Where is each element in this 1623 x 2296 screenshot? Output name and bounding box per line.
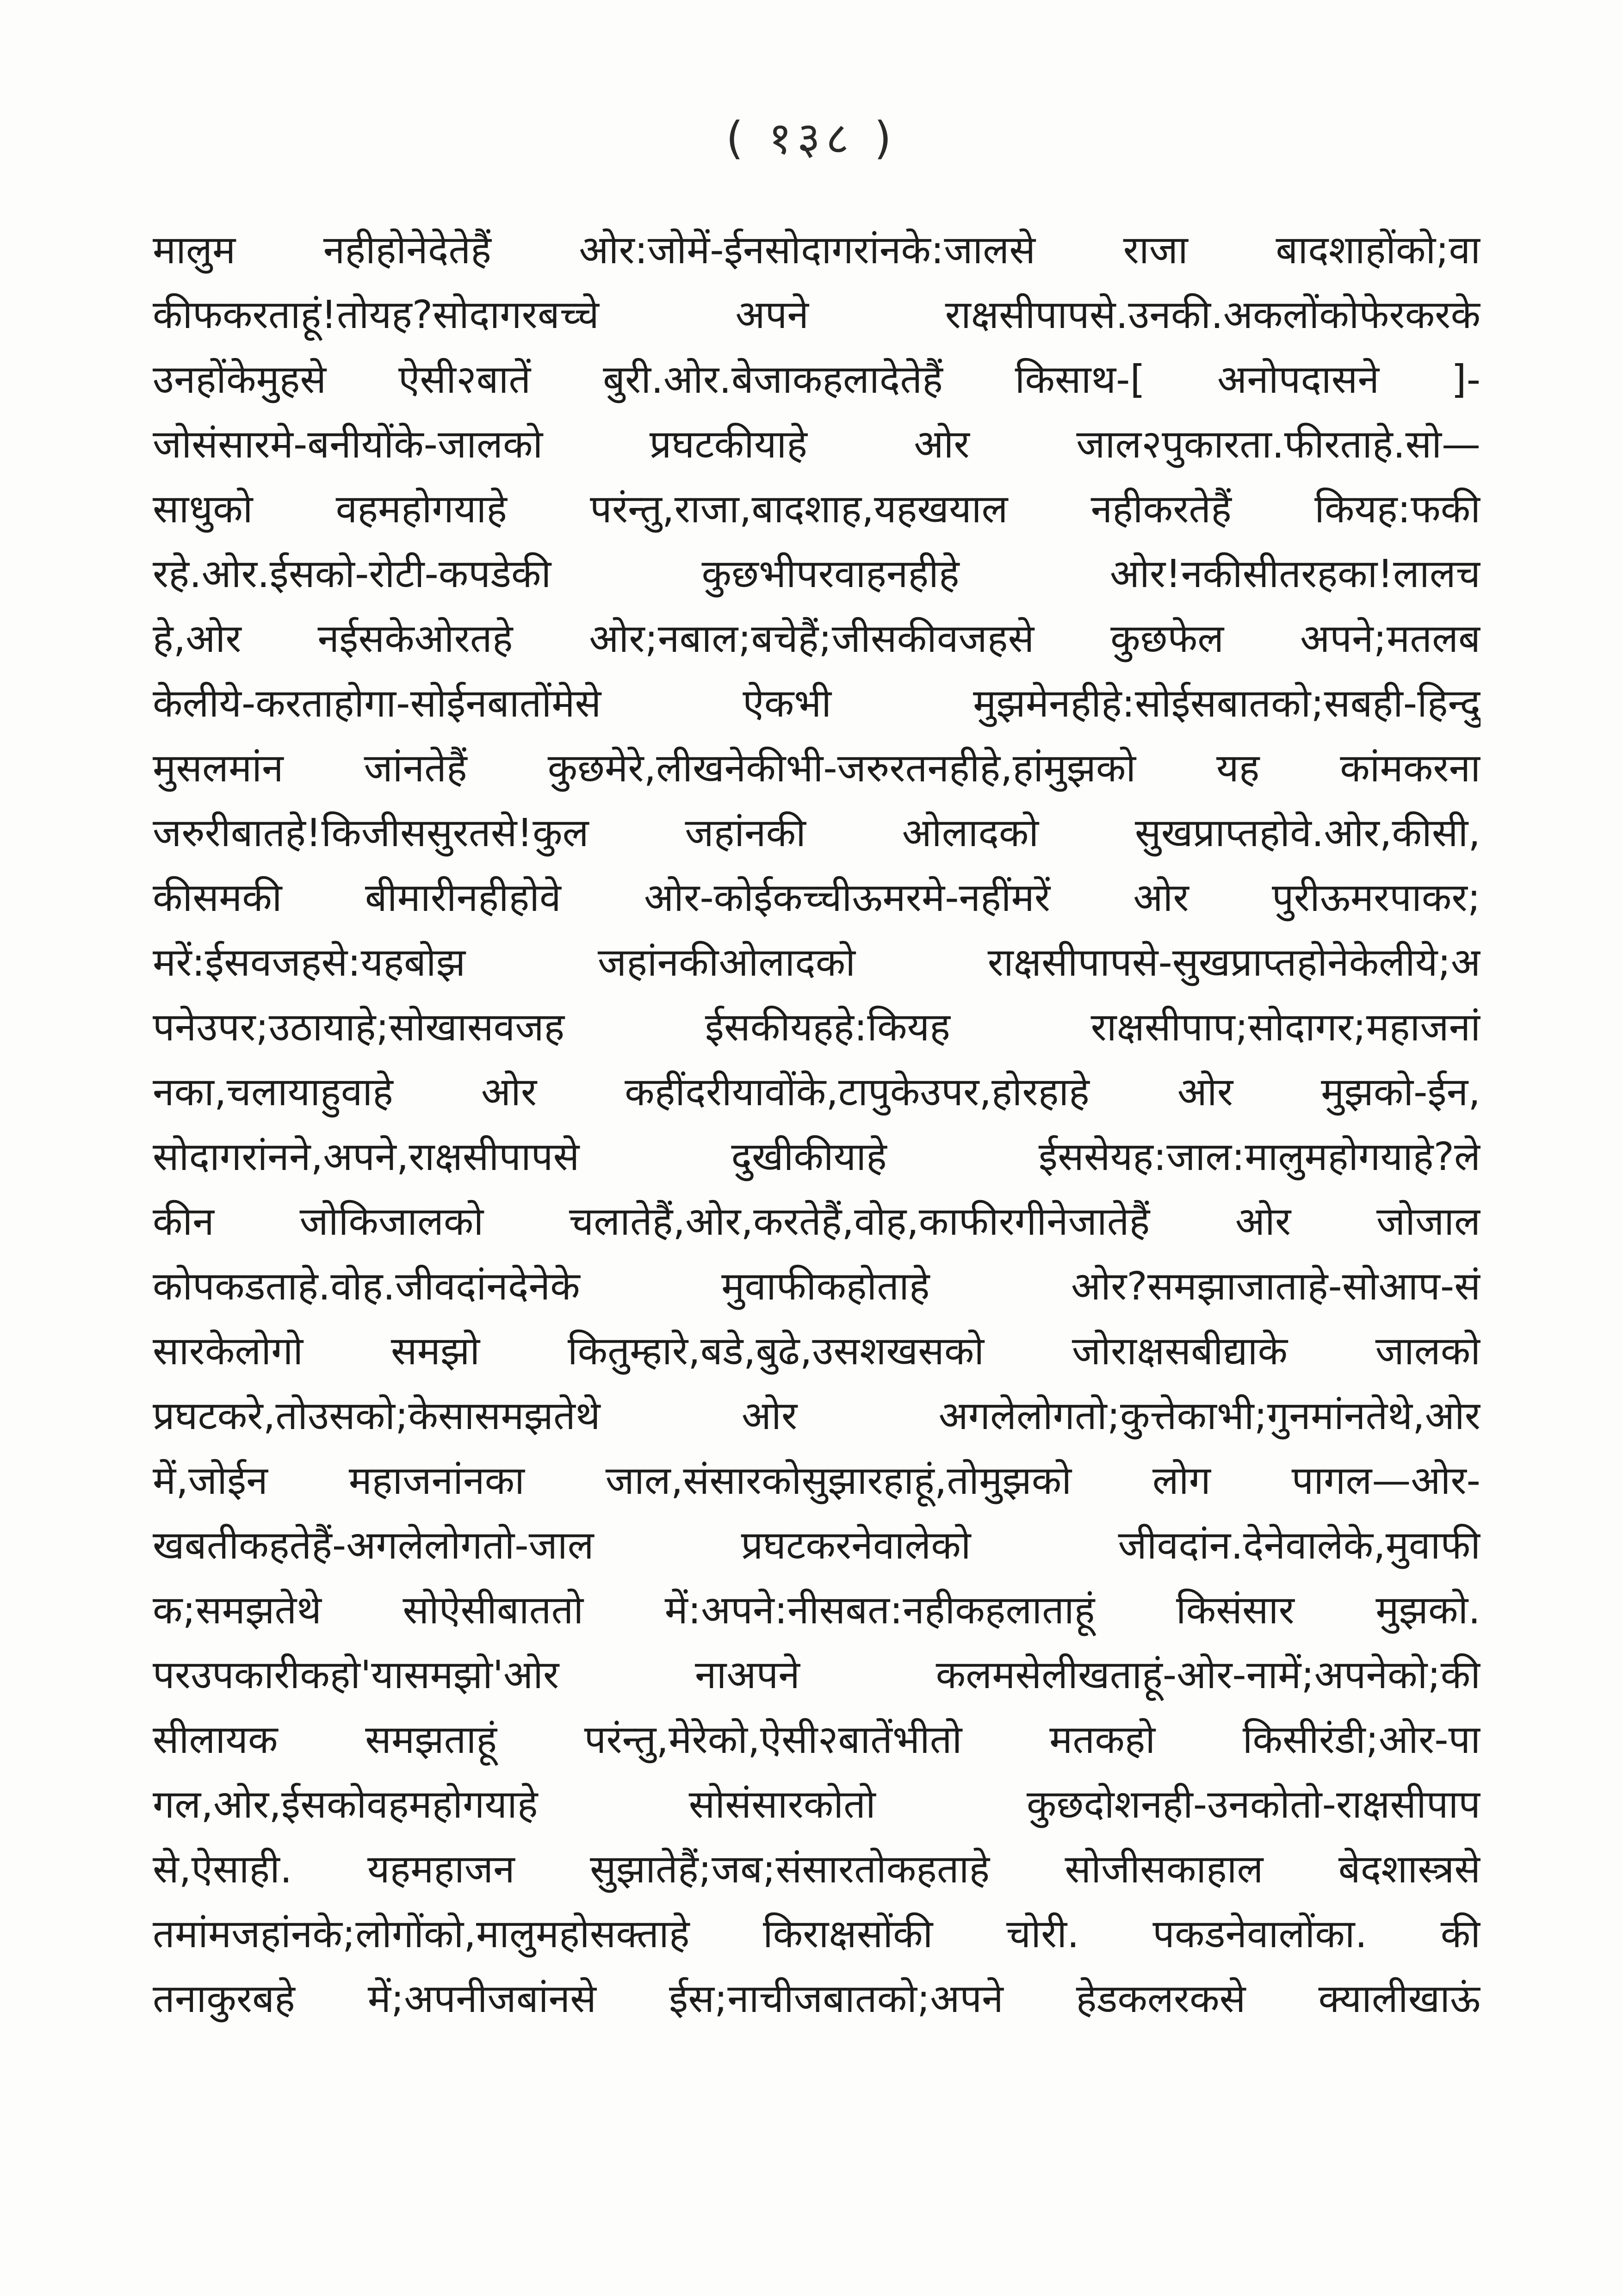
text-line: जरुरीबातहे!किजीससुरतसे!कुल जहांनकी ओलादको सुखप्राप्तहोवे.ओर,कीसी, <box>153 810 1481 855</box>
text-line: कीन जोकिजालको चलातेहैं,ओर,करतेहैं,वोह,काफीरगीनेजातेहैं ओर जोजाल <box>153 1199 1481 1244</box>
page-number: ( १३८ ) <box>726 112 897 164</box>
body-text <box>153 217 1481 2031</box>
text-line: उनहोंकेमुहसे ऐसी२बातें बुरी.ओर.बेजाकहलादेतेहैं किसाथ-[ अनोपदासने ]- <box>153 357 1481 402</box>
text-line: हे,ओर नईसकेओरतहे ओर;नबाल;बचेहैं;जीसकीवजहसे कुछफेल अपने;मतलब <box>153 616 1481 661</box>
text-line: मुसलमांन जांनतेहैं कुछमेरे,लीखनेकीभी-जरुरतनहीहे,हांमुझको यह कांमकरना <box>153 745 1481 791</box>
text-line: खबतीकहतेहैं-अगलेलोगतो-जाल प्रघटकरनेवालेको जीवदांन.देनेवालेके,मुवाफी <box>153 1522 1481 1568</box>
text-line: सारकेलोगो समझो कितुम्हारे,बडे,बुढे,उसशखसको जोराक्षसबीद्याके जालको <box>153 1328 1481 1374</box>
text-line: कोपकडताहे.वोह.जीवदांनदेनेके मुवाफीकहोताहे ओर?समझाजाताहे-सोआप-सं <box>153 1263 1481 1309</box>
text-line: नका,चलायाहुवाहे ओर कहींदरीयावोंके,टापुकेउपर,होरहाहे ओर मुझको-ईन, <box>153 1069 1481 1114</box>
text-line: मालुम नहीहोनेदेतेहैं ओर:जोमें-ईनसोदागरांनके:जालसे राजा बादशाहोंको;वा <box>153 227 1481 272</box>
text-line: गल,ओर,ईसकोवहमहोगयाहे सोसंसारकोतो कुछदोशनही-उनकोतो-राक्षसीपाप <box>153 1782 1481 1827</box>
text-line: से,ऐसाही. यहमहाजन सुझातेहैं;जब;संसारतोकहताहे सोजीसकाहाल बेदशास्त्रसे <box>153 1846 1481 1892</box>
text-line: कीफकरताहूं!तोयह?सोदागरबच्चे अपने राक्षसीपापसे.उनकी.अकलोंकोफेरकरके <box>153 292 1481 337</box>
text-line: सोदागरांनने,अपने,राक्षसीपापसे दुखीकीयाहे ईससेयह:जाल:मालुमहोगयाहे?ले <box>153 1134 1481 1179</box>
text-line: में,जोईन महाजनांनका जाल,संसारकोसुझारहाहूं,तोमुझको लोग पागल—ओर- <box>153 1458 1481 1503</box>
text-line: मरें:ईसवजहसे:यहबोझ जहांनकीओलादको राक्षसीपापसे-सुखप्राप्तहोनेकेलीये;अ <box>153 940 1481 985</box>
text-line: पनेउपर;उठायाहे;सोखासवजह ईसकीयहहे:कियह राक्षसीपाप;सोदागर;महाजनां <box>153 1004 1481 1050</box>
text-line: तमांमजहांनके;लोगोंको,मालुमहोसक्ताहे किराक्षसोंकी चोरी. पकडनेवालोंका. की <box>153 1911 1481 1956</box>
text-line: कीसमकी बीमारीनहीहोवे ओर-कोईकच्चीऊमरमे-नहींमरें ओर पुरीऊमरपाकर; <box>153 875 1481 920</box>
text-line: जोसंसारमे-बनीयोंके-जालको प्रघटकीयाहे ओर जाल२पुकारता.फीरताहे.सो— <box>153 421 1481 467</box>
text-line: क;समझतेथे सोऐसीबाततो में:अपने:नीसबत:नहीकहलाताहूं किसंसार मुझको. <box>153 1587 1481 1633</box>
text-line: परउपकारीकहो'यासमझो'ओर नाअपने कलमसेलीखताहूं-ओर-नामें;अपनेको;की <box>153 1652 1481 1697</box>
text-line: सीलायक समझताहूं परंन्तु,मेरेको,ऐसी२बातेंभीतो मतकहो किसीरंडी;ओर-पा <box>153 1717 1481 1762</box>
text-line: तनाकुरबहे में;अपनीजबांनसे ईस;नाचीजबातको;अपने हेडकलरकसे क्यालीखाऊं <box>153 1976 1481 2021</box>
text-line: रहे.ओर.ईसको-रोटी-कपडेकी कुछभीपरवाहनहीहे ओर!नकीसीतरहका!लालच <box>153 551 1481 596</box>
text-line: प्रघटकरे,तोउसको;केसासमझतेथे ओर अगलेलोगतो;कुत्तेकाभी;गुनमांनतेथे,ओर <box>153 1393 1481 1438</box>
text-line: साधुको वहमहोगयाहे परंन्तु,राजा,बादशाह,यहखयाल नहीकरतेहैं कियह:फकी <box>153 486 1481 532</box>
text-line: केलीये-करताहोगा-सोईनबातोंमेसे ऐकभी मुझमेनहीहे:सोईसबातको;सबही-हिन्दु <box>153 681 1481 726</box>
